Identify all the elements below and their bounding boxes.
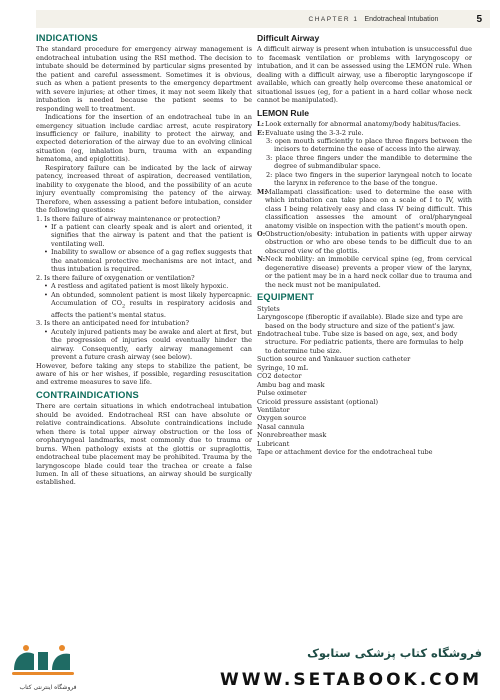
- equipment-item: Stylets: [257, 304, 280, 313]
- equipment-item: Nonrebreather mask: [257, 431, 327, 440]
- logo-subtitle: فروشگاه اینترنتی کتاب: [19, 684, 77, 691]
- bullet-text: An obtunded, somnolent patient is most likely hypercapnic. Accumulation of $CO_2$ results in respiratory acidosis and affects the patient's mental status.: [51, 290, 252, 319]
- chapter-label: CHAPTER 1: [308, 15, 359, 23]
- chapter-title: Endotracheal Intubation: [364, 15, 439, 23]
- equipment-item: Oxygen source: [257, 414, 307, 423]
- equipment-item: Cricoid pressure assistant (optional): [257, 397, 379, 406]
- setabook-logo-icon: [4, 640, 84, 684]
- difficult-airway-paragraph: A difficult airway is present when intubation is unsuccessful due to facemask ventilation or problems with laryngoscopy or intubation, and it can be assessed using the LEMON rule. When dealing with a difficult airway, use a fiberoptic laryngoscope if available, which can greatly help overcome these anatomical or situational issues (eg, for a patient in a hard collar whose neck cannot be manipulated).: [257, 45, 472, 105]
- rule-332-item: 3: place three fingers under the mandible to determine the degree of submandibular space.: [266, 153, 472, 171]
- question-item-1: 1. Is there failure of airway maintenance or protection?: [36, 215, 252, 223]
- page-number: 5: [476, 13, 482, 25]
- bullet-item: • A restless and agitated patient is most likely hypoxic.: [36, 282, 252, 290]
- equipment-item: Tape or attachment device for the endotracheal tube: [257, 448, 433, 457]
- question-text: Is there failure of airway maintenance or protection?: [44, 214, 221, 223]
- bullet-text: A restless and agitated patient is most likely hypoxic.: [51, 282, 229, 291]
- bullet-item: • Inability to swallow or absence of a gag reflex suggests that the anatomical protective mechanisms are not intact, and thus intubation is required.: [44, 248, 252, 274]
- indications-paragraph-1: The standard procedure for emergency airway management is endotracheal intubation using the RSI method. The decision to intubate should be determined by particular signs presented by the patient and careful assessment. Sometimes it is obvious, such as when a patient presents to the emergency department with severe injuries; at other times, it may not seem likely that intubation is needed because the patient seems to be responding well to treatment.: [36, 45, 252, 113]
- indications-paragraph-4: However, before taking any steps to stabilize the patient, be aware of his or her wishes, if possible, regarding resuscitation and extreme measures to save life.: [36, 361, 252, 387]
- lemon-item-l: L: Look externally for abnormal anatomy/body habitus/facies.: [257, 120, 461, 129]
- rule-332-item: 3: open mouth sufficiently to place three fingers between the incisors to determine the ease of access into the airway.: [266, 136, 472, 154]
- right-column: [257, 34, 472, 457]
- equipment-item: Ventilator: [257, 406, 290, 415]
- running-header: [36, 10, 490, 28]
- equipment-item: Syringe, 10 mL: [257, 363, 308, 372]
- equipment-item: Ambu bag and mask: [257, 380, 325, 389]
- question-item-3: 3. Is there an anticipated need for intubation?: [36, 319, 252, 327]
- lemon-item-e: E: Evaluate using the 3-3-2 rule.: [257, 128, 364, 137]
- equipment-item: Nasal cannula: [257, 422, 305, 431]
- store-name: فروشگاه کتاب پزشکی ستابوک: [307, 646, 482, 660]
- bullet-item: • Acutely injured patients may be awake and alert at first, but the progression of injuries could eventually hinder the airway. Consequently, early airway management can prevent a future crash airway (see below).: [44, 327, 252, 362]
- bullet-item: • An obtunded, somnolent patient is most likely hypercapnic. Accumulation of $CO_2$ results in respiratory acidosis and affects the patient's mental status.: [44, 290, 252, 319]
- store-banner: [0, 636, 500, 700]
- left-column: [36, 34, 252, 487]
- indications-paragraph-2: Indications for the insertion of an endotracheal tube in an emergency situation include cardiac arrest, acute respiratory insufficiency or failure, inability to protect the airway, and expected deterioration of the airway due to an evolving clinical situation (eg, inhalation burn, trauma with an expanding hematoma, and epiglottitis).: [36, 113, 252, 164]
- equipment-item: Lubricant: [257, 439, 290, 448]
- bullet-text: If a patient can clearly speak and is alert and oriented, it signifies that the airway is patent and that the patient is ventilating well.: [51, 222, 252, 248]
- equipment-item: Pulse oximeter: [257, 389, 307, 398]
- difficult-airway-heading: Difficult Airway: [257, 33, 320, 43]
- store-url-link[interactable]: WWW.SETABOOK.COM: [220, 670, 482, 690]
- lemon-rule-heading: LEMON Rule: [257, 107, 310, 118]
- equipment-item: Endotracheal tube. Tube size is based on age, sex, and body structure. For pediatric patients, there are formulas to help to determine tube size.: [257, 329, 464, 355]
- indications-heading: INDICATIONS: [36, 33, 98, 43]
- store-logo[interactable]: [4, 640, 84, 696]
- indications-paragraph-3: Respiratory failure can be indicated by the lack of airway patency, increased threat of aspiration, decreased ventilation, inability to oxygenate the blood, and the possibility of an acute injury eventually compromising the patency of the airway. Therefore, when assessing a patient before intubation, consider the following questions:: [36, 163, 252, 215]
- bullet-text: Acutely injured patients may be awake and alert at first, but the progression of injuries could eventually hinder the airway. Consequently, early airway management can prevent a future crash airway (see below).: [51, 327, 252, 362]
- bullet-item: • If a patient can clearly speak and is alert and oriented, it signifies that the airway is patent and that the patient is ventilating well.: [44, 222, 252, 248]
- equipment-item: Laryngoscope (fiberoptic if available). Blade size and type are based on the body structure and size of the patient's jaw.: [257, 313, 463, 330]
- contraindications-heading: CONTRAINDICATIONS: [36, 389, 139, 400]
- contraindications-paragraph: There are certain situations in which endotracheal intubation should be avoided. Endotracheal RSI can have absolute or relative contraindications. Absolute contraindications include when there is total upper airway obstruction or the loss of oropharyngeal landmarks, most commonly due to trauma or burns. When pathology exists at the glottis or supraglottis, endotracheal tube placement may be prohibited. Trauma by the laryngoscope blade could tear the trachea or create a false lumen. In all of these situations, an airway should be surgically established.: [36, 402, 252, 487]
- lemon-item-n: N: Neck mobility: an immobile cervical spine (eg, from cervical degenerative disease) prevents a proper view of the larynx, or the patient may be in a hard neck collar due to trauma and the neck must not be manipulated.: [257, 255, 472, 289]
- lemon-item-m: M: Mallampati classification: used to determine the ease with which intubation can take place on a scale of I to IV, with class I being relatively easy and class IV being difficult. This classification assesses the amount of oral/pharyngeal anatomy visible on inspection with the patient's mouth open.: [257, 187, 472, 230]
- equipment-list: [257, 305, 472, 457]
- rule-332-item: 2: place two fingers in the superior laryngeal notch to locate the larynx in reference to the base of the tongue.: [266, 170, 472, 188]
- question-text: Is there failure of oxygenation or ventilation?: [44, 273, 195, 282]
- equipment-item: CO2 detector: [257, 372, 302, 381]
- question-item-2: 2. Is there failure of oxygenation or ventilation?: [36, 274, 252, 282]
- bullet-text: Inability to swallow or absence of a gag reflex suggests that the anatomical protective mechanisms are not intact, and thus intubation is required.: [51, 248, 252, 274]
- equipment-item: Suction source and Yankauer suction catheter: [257, 355, 411, 364]
- equipment-heading: EQUIPMENT: [257, 292, 315, 303]
- lemon-item-o: O: Obstruction/obesity: intubation in patients with upper airway obstruction or who are obese tends to be difficult due to an obscured view of the glottis.: [257, 229, 472, 255]
- question-text: Is there an anticipated need for intubation?: [44, 319, 189, 328]
